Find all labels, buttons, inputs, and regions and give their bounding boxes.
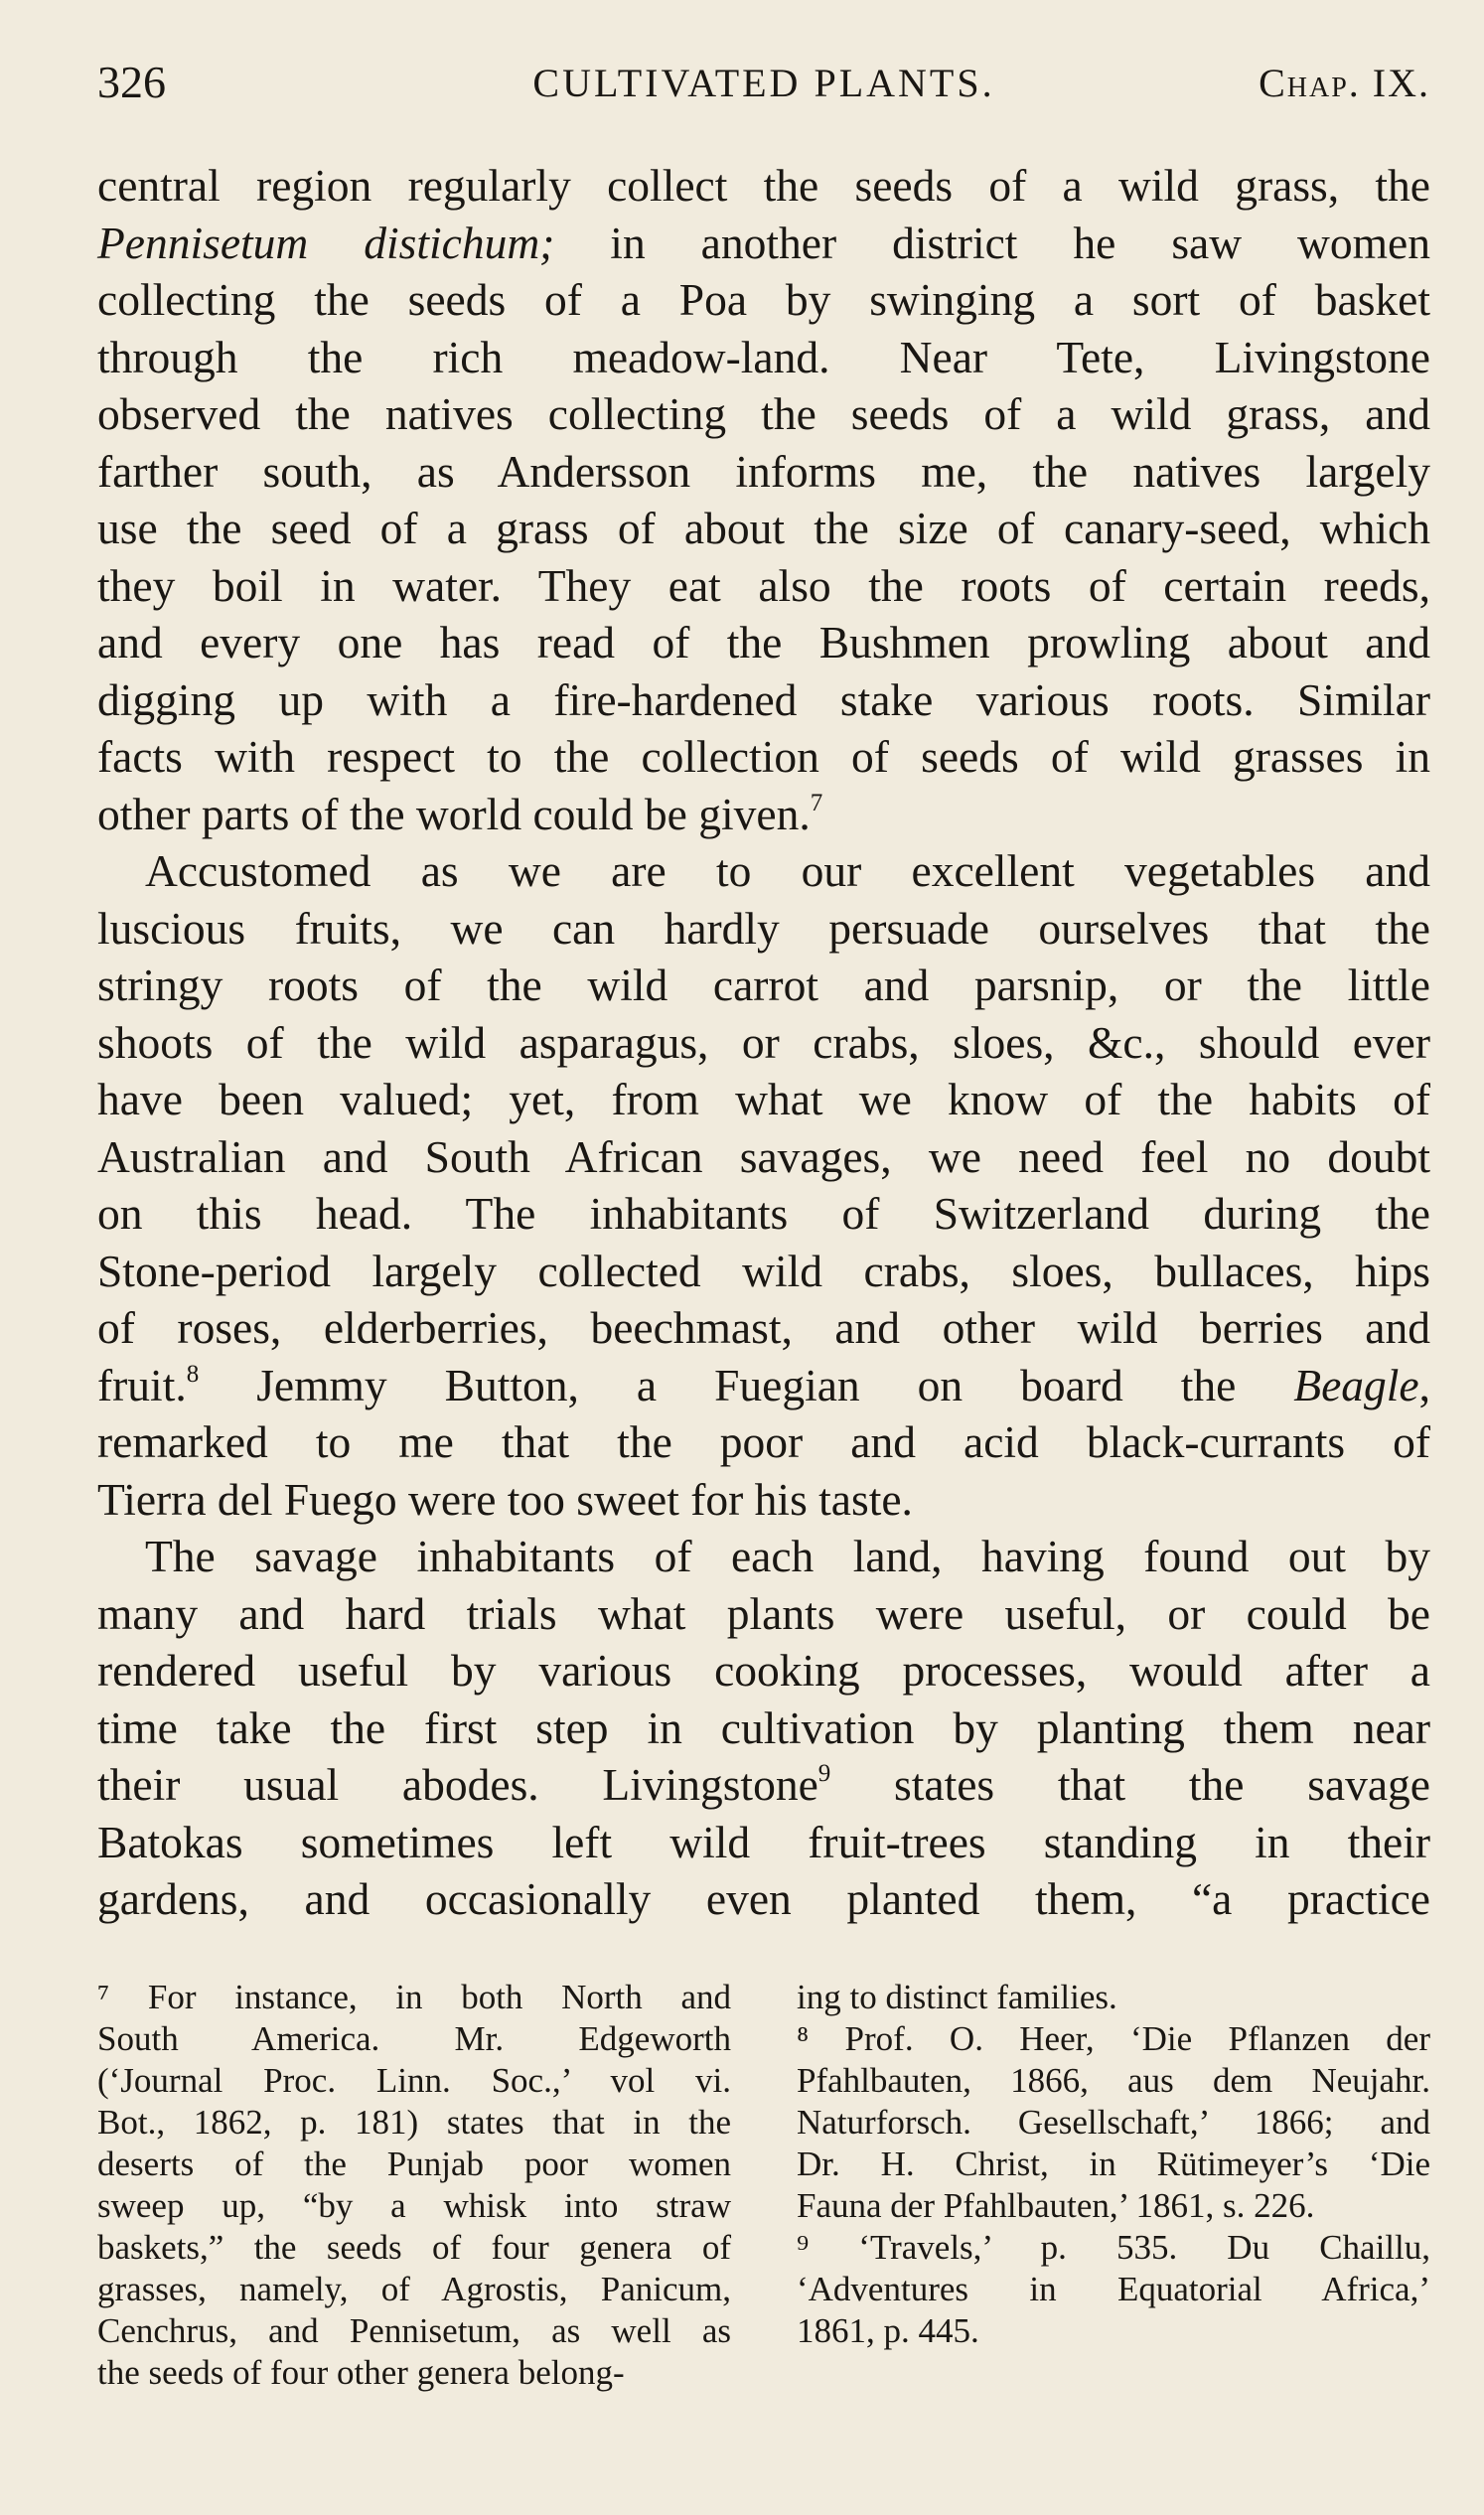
text-line: central region regularly collect the seeds of a wild grass, the (97, 160, 1430, 211)
footnote-line: (‘Journal Proc. Linn. Soc.,’ vol vi. (97, 2061, 731, 2100)
text-line: fruit.$^8$ Jemmy Button, a Fuegian on board the Beagle, (97, 1359, 1430, 1410)
text-line: many and hard trials what plants were useful, or could be (97, 1587, 1430, 1639)
footnote-line: Fauna der Pfahlbauten,’ 1861, s. 226. (797, 2186, 1315, 2225)
running-header (97, 50, 1430, 119)
text-line: Australian and South African savages, we need feel no doubt (97, 1130, 1430, 1182)
paragraph (97, 842, 1430, 1528)
text-line: stringy roots of the wild carrot and parsnip, or the little (97, 960, 1430, 1010)
footnote-line: ‘Adventures in Equatorial Africa,’ (797, 2270, 1430, 2308)
footnotes-left-column (97, 1977, 731, 2394)
paragraph (97, 1528, 1430, 1928)
footnotes-right-column (797, 1977, 1430, 2394)
footnote-line: ing to distinct families. (797, 1978, 1117, 2016)
text-line: and every one has read of the Bushmen prowling about and (97, 617, 1430, 667)
text-line: observed the natives collecting the seeds of a wild grass, and (97, 388, 1430, 439)
footnote-line: ⁸ Prof. O. Heer, ‘Die Pflanzen der (797, 2019, 1430, 2058)
text-line: remarked to me that the poor and acid black-currants of (97, 1416, 1430, 1467)
text-line: their usual abodes. Livingstone$^9$ states that the savage (97, 1759, 1430, 1810)
text-line: Stone-period largely collected wild crabs, sloes, bullaces, hips (97, 1245, 1430, 1296)
text-line: facts with respect to the collection of seeds of wild grasses in (97, 731, 1430, 782)
text-line: rendered useful by various cooking processes, would after a (97, 1645, 1430, 1696)
footnote-ref: 7 (810, 789, 823, 816)
text-line: collecting the seeds of a Poa by swinging a sort of basket (97, 274, 1430, 325)
text-line: on this head. The inhabitants of Switzerland during the (97, 1188, 1430, 1239)
footnote-line: baskets,” the seeds of four genera of (97, 2228, 731, 2267)
footnote-line: deserts of the Punjab poor women (97, 2145, 731, 2183)
footnote-line: ⁷ For instance, in both North and (97, 1978, 731, 2016)
paragraph (97, 157, 1430, 842)
chapter-label: Chap. IX. (1259, 61, 1430, 105)
footnote-line: Pfahlbauten, 1866, aus dem Neujahr. (797, 2061, 1430, 2100)
footnote-ref: 8 (186, 1360, 200, 1388)
footnote-line: grasses, namely, of Agrostis, Panicum, (97, 2270, 731, 2308)
text-line: of roses, elderberries, beechmast, and other wild berries and (97, 1302, 1430, 1353)
footnote-line: 1861, p. 445. (797, 2311, 979, 2350)
text-line: luscious fruits, we can hardly persuade ourselves that the (97, 902, 1430, 954)
text-line: have been valued; yet, from what we know of the habits of (97, 1074, 1430, 1124)
text-line: Batokas sometimes left wild fruit-trees standing in their (97, 1816, 1430, 1867)
text-line: shoots of the wild asparagus, or crabs, sloes, &c., should ever (97, 1016, 1430, 1068)
italic-ship-name: Beagle (1293, 1359, 1419, 1410)
text-line: time take the first step in cultivation by planting them near (97, 1701, 1430, 1753)
text-line: through the rich meadow-land. Near Tete, Livingstone (97, 331, 1430, 382)
footnote-line: Cenchrus, and Pennisetum, as well as (97, 2311, 731, 2350)
footnote-line: South America. Mr. Edgeworth (97, 2019, 731, 2058)
text-line: gardens, and occasionally even planted them, “a practice (97, 1873, 1430, 1924)
text-line: other parts of the world could be given.$^7$ (97, 788, 823, 839)
text-line: Accustomed as we are to our excellent vegetables and (145, 845, 1430, 896)
text-line: use the seed of a grass of about the size of canary-seed, which (97, 503, 1430, 553)
text-line: The savage inhabitants of each land, having found out by (145, 1531, 1430, 1581)
text-line: they boil in water. They eat also the roots of certain reeds, (97, 559, 1430, 611)
body-text (97, 157, 1430, 1928)
footnote-line: Dr. H. Christ, in Rütimeyer’s ‘Die (797, 2145, 1430, 2183)
footnote-ref: 9 (817, 1760, 831, 1788)
text-line: Tierra del Fuego were too sweet for his taste. (97, 1473, 913, 1525)
footnote-line: sweep up, “by a whisk into straw (97, 2186, 731, 2225)
italic-species-name: Pennisetum distichum; (97, 217, 555, 268)
footnote-line: the seeds of four other genera belong- (97, 2353, 625, 2392)
footnotes (97, 1977, 1430, 2394)
text-line: Pennisetum distichum; in another district he saw women (97, 217, 1430, 268)
text-line: digging up with a fire-hardened stake various roots. Similar (97, 673, 1430, 725)
footnote-line: ⁹ ‘Travels,’ p. 535. Du Chaillu, (797, 2228, 1430, 2267)
text-line: farther south, as Andersson informs me, the natives largely (97, 445, 1430, 497)
footnote-line: Bot., 1862, p. 181) states that in the (97, 2103, 731, 2142)
running-title: CULTIVATED PLANTS. (532, 61, 995, 105)
page-number: 326 (97, 57, 166, 107)
footnote-line: Naturforsch. Gesellschaft,’ 1866; and (797, 2103, 1430, 2142)
